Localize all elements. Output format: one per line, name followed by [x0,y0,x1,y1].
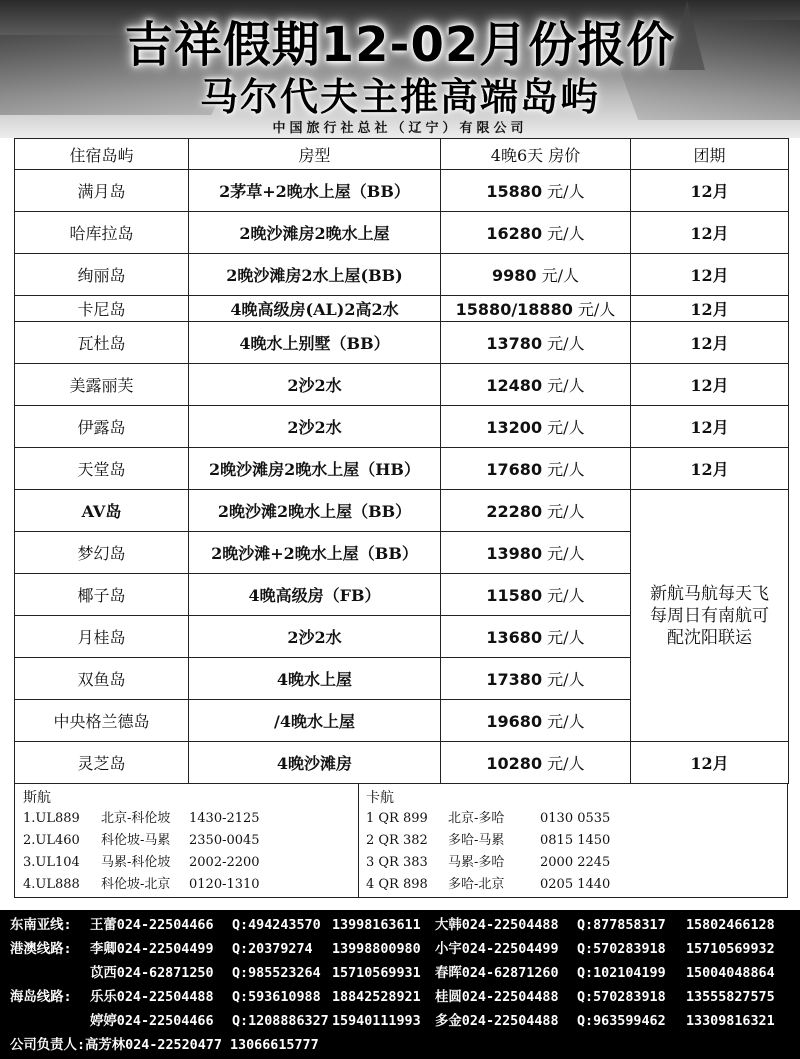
room-cell: 2晚沙滩房2晚水上屋 [189,212,441,254]
header-banner [0,0,800,138]
contact-row [0,963,800,985]
island-cell: 月桂岛 [15,616,189,658]
contact-phone: 苡西024-62871250 [90,966,214,981]
contact-qq: Q:593610988 [232,990,321,1005]
table-row [15,212,789,254]
price-cell: 17680 元/人 [441,448,631,490]
route-label: 港澳线路: [10,942,72,957]
flight-item: 4.UL888 科伦坡-北京 0120-1310 [23,877,260,892]
contact-qq: Q:1208886327 [232,1014,329,1029]
table-row [15,364,789,406]
contact-row [0,939,800,961]
airline-name: 斯航 [23,790,51,806]
manager-row [0,1035,800,1057]
contact-row [0,915,800,937]
room-cell: 2晚沙滩房2晚水上屋（HB） [189,448,441,490]
price-cell: 13980 元/人 [441,532,631,574]
table-header-row [15,139,789,170]
flight-item: 3 QR 383 马累-多哈 2000 2245 [366,855,611,870]
contact-mobile: 15004048864 [686,966,775,981]
price-cell: 22280 元/人 [441,490,631,532]
room-cell: 2晚沙滩2晚水上屋（BB） [189,490,441,532]
contact-qq: Q:20379274 [232,942,313,957]
airline-note-cell [631,490,789,742]
header-period: 团期 [631,139,789,170]
island-cell: 绚丽岛 [15,254,189,296]
island-cell: 中央格兰德岛 [15,700,189,742]
table-row [15,742,789,784]
table-row [15,448,789,490]
contact-mobile: 15710569931 [332,966,421,981]
page-title: 吉祥假期12-02月份报价 [124,17,676,73]
company-name: 中国旅行社总社（辽宁）有限公司 [272,121,528,136]
flight-list [23,808,260,896]
room-cell: /4晚水上屋 [189,700,441,742]
period-cell: 12月 [631,170,789,212]
price-cell: 13780 元/人 [441,322,631,364]
contact-phone: 大韩024-22504488 [435,918,559,933]
table-row [15,406,789,448]
period-cell: 12月 [631,296,789,322]
contact-qq: Q:985523264 [232,966,321,981]
price-cell: 17380 元/人 [441,658,631,700]
contact-phone: 婷婷024-22504466 [90,1014,214,1029]
price-cell: 10280 元/人 [441,742,631,784]
note-line: 新航马航每天飞 [650,583,769,604]
price-cell: 13680 元/人 [441,616,631,658]
period-cell: 12月 [631,406,789,448]
contact-qq: Q:570283918 [577,942,666,957]
route-label: 东南亚线: [10,918,72,933]
price-cell: 12480 元/人 [441,364,631,406]
contact-phone: 乐乐024-22504488 [90,990,214,1005]
island-cell: 卡尼岛 [15,296,189,322]
note-line: 配沈阳联运 [667,627,752,648]
contact-mobile: 15710569932 [686,942,775,957]
period-cell: 12月 [631,254,789,296]
island-cell: AV岛 [15,490,189,532]
room-cell: 4晚水上屋 [189,658,441,700]
island-cell: 双鱼岛 [15,658,189,700]
company-manager-contact: 公司负责人:高芳林024-22520477 13066615777 [10,1038,319,1053]
contact-qq: Q:877858317 [577,918,666,933]
table-row [15,490,789,532]
price-cell: 9980 元/人 [441,254,631,296]
contact-qq: Q:570283918 [577,990,666,1005]
flight-item: 3.UL104 马累-科伦坡 2002-2200 [23,855,260,870]
island-cell: 天堂岛 [15,448,189,490]
route-label: 海岛线路: [10,990,72,1005]
contact-qq: Q:102104199 [577,966,666,981]
island-cell: 梦幻岛 [15,532,189,574]
room-cell: 4晚高级房（FB） [189,574,441,616]
table-row [15,322,789,364]
island-cell: 灵芝岛 [15,742,189,784]
price-cell: 15880/18880 元/人 [441,296,631,322]
period-cell: 12月 [631,448,789,490]
island-cell: 伊露岛 [15,406,189,448]
price-cell: 11580 元/人 [441,574,631,616]
period-cell: 12月 [631,322,789,364]
room-cell: 4晚沙滩房 [189,742,441,784]
header-price: 4晚6天 房价 [441,139,631,170]
period-cell: 12月 [631,212,789,254]
contact-qq: Q:494243570 [232,918,321,933]
room-cell: 2茅草+2晚水上屋（BB） [189,170,441,212]
island-cell: 哈库拉岛 [15,212,189,254]
price-cell: 15880 元/人 [441,170,631,212]
room-cell: 4晚高级房(AL)2高2水 [189,296,441,322]
contact-qq: Q:963599462 [577,1014,666,1029]
period-cell: 12月 [631,364,789,406]
room-cell: 2沙2水 [189,616,441,658]
price-cell: 16280 元/人 [441,212,631,254]
note-line: 每周日有南航可 [650,605,769,626]
contact-mobile: 18842528921 [332,990,421,1005]
table-row [15,254,789,296]
contact-footer [0,910,800,1059]
room-cell: 2晚沙滩房2水上屋(BB) [189,254,441,296]
flight-schedule-srilankan [15,783,359,897]
airline-name: 卡航 [366,790,394,806]
table-row [15,170,789,212]
contact-mobile: 15802466128 [686,918,775,933]
contact-phone: 桂圆024-22504488 [435,990,559,1005]
room-cell: 4晚水上别墅（BB） [189,322,441,364]
contact-mobile: 13998163611 [332,918,421,933]
price-cell: 19680 元/人 [441,700,631,742]
contact-mobile: 13998800980 [332,942,421,957]
room-cell: 2沙2水 [189,406,441,448]
flight-item: 4 QR 898 多哈-北京 0205 1440 [366,877,611,892]
flight-item: 1 QR 899 北京-多哈 0130 0535 [366,811,611,826]
contact-mobile: 13555827575 [686,990,775,1005]
contact-phone: 王蕾024-22504466 [90,918,214,933]
flight-item: 2.UL460 科伦坡-马累 2350-0045 [23,833,260,848]
room-cell: 2晚沙滩+2晚水上屋（BB） [189,532,441,574]
island-cell: 瓦杜岛 [15,322,189,364]
contact-phone: 多金024-22504488 [435,1014,559,1029]
price-table-container [14,138,788,784]
contact-phone: 春晖024-62871260 [435,966,559,981]
island-cell: 椰子岛 [15,574,189,616]
island-cell: 美露丽芙 [15,364,189,406]
flight-item: 2 QR 382 多哈-马累 0815 1450 [366,833,611,848]
header-room: 房型 [189,139,441,170]
room-cell: 2沙2水 [189,364,441,406]
contact-row [0,1011,800,1033]
contact-row [0,987,800,1009]
flight-item: 1.UL889 北京-科伦坡 1430-2125 [23,811,260,826]
flight-schedule-qatar [358,783,788,897]
contact-phone: 李卿024-22504499 [90,942,214,957]
price-cell: 13200 元/人 [441,406,631,448]
header-island: 住宿岛屿 [15,139,189,170]
price-table [14,138,789,784]
flight-list [366,808,610,896]
contact-mobile: 13309816321 [686,1014,775,1029]
contact-phone: 小宇024-22504499 [435,942,559,957]
island-cell: 满月岛 [15,170,189,212]
period-cell: 12月 [631,742,789,784]
flight-schedule [14,783,788,898]
page-subtitle: 马尔代夫主推高端岛屿 [199,75,600,119]
contact-mobile: 15940111993 [332,1014,421,1029]
table-row [15,296,789,322]
